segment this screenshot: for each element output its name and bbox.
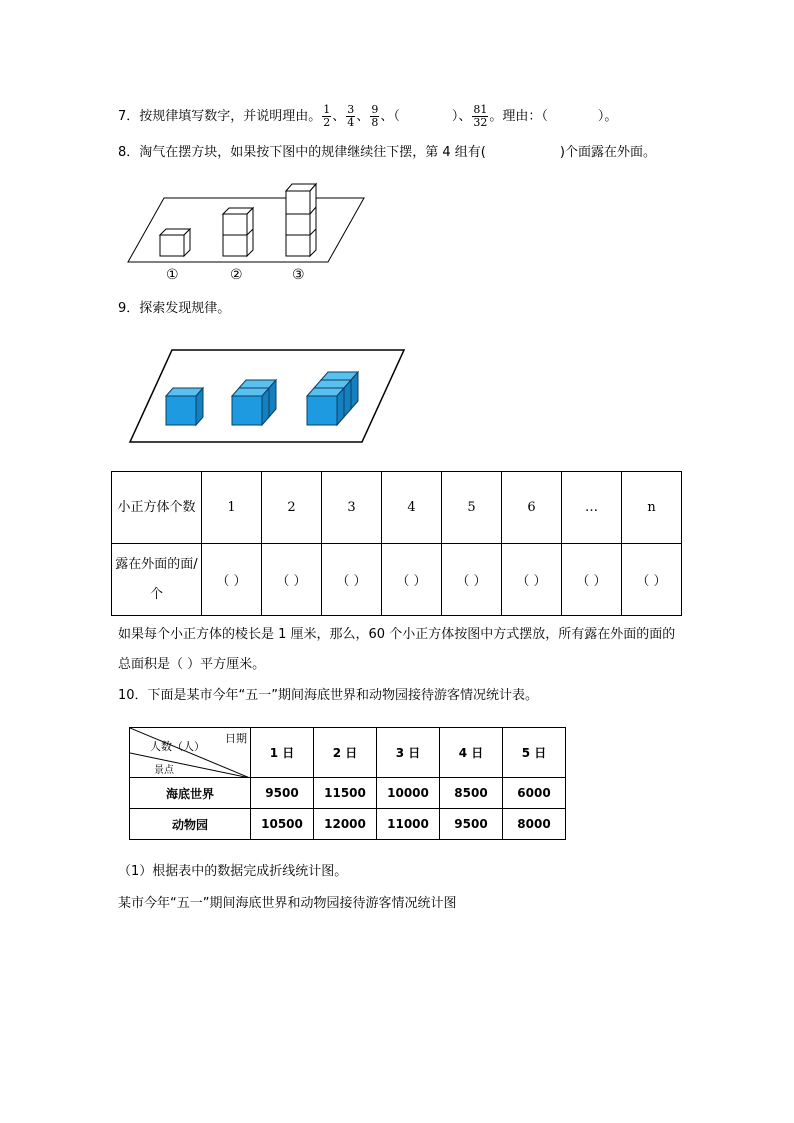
- visitor-cell: 8000: [503, 809, 566, 840]
- corner-date-label: 日期: [225, 732, 247, 745]
- block-group-2: [223, 208, 253, 256]
- answer-cell[interactable]: （ ）: [502, 544, 562, 616]
- q9-table: [111, 471, 682, 616]
- q9-cube-figure: [128, 346, 408, 446]
- table-row: [130, 778, 566, 809]
- visitor-cell: 10000: [377, 778, 440, 809]
- day-header: 5 日: [503, 728, 566, 778]
- answer-cell[interactable]: （ ）: [382, 544, 442, 616]
- table-row: [112, 472, 682, 544]
- q10-table: [129, 727, 566, 840]
- fraction-1: $\frac{1}{2}$: [323, 103, 331, 129]
- visitor-cell: 9500: [251, 778, 314, 809]
- table-row: [112, 544, 682, 616]
- q7-prefix: 7．按规律填写数字，并说明理由。: [118, 109, 322, 124]
- count-cell: 4: [382, 472, 442, 544]
- answer-cell[interactable]: （ ）: [322, 544, 382, 616]
- visitor-cell: 11500: [314, 778, 377, 809]
- q10-subquestion-1: （1）根据表中的数据完成折线统计图。: [118, 864, 348, 879]
- cube-group-1: [166, 388, 203, 425]
- fraction-2: $\frac{3}{4}$: [347, 103, 355, 129]
- question-7: 7．按规律填写数字，并说明理由。 $\frac{1}{2}$ 、 $\frac{3}{4}$ 、 $\frac{9}{8}$ 、（ ）、 $\frac{81}{32}$ 。理由：（ ）。: [118, 103, 618, 129]
- count-cell: 3: [322, 472, 382, 544]
- visitor-cell: 12000: [314, 809, 377, 840]
- q10-chart-title: 某市今年“五一”期间海底世界和动物园接待游客情况统计图: [118, 896, 457, 911]
- row-header-faces: 露在外面的面/个: [112, 544, 202, 616]
- corner-people-label: 人数（人）: [150, 740, 205, 753]
- q9-followup-text: 如果每个小正方体的棱长是 1 厘米，那么，60 个小正方体按图中方式摆放，所有露在外面的面的总面积是（ ）平方厘米。: [118, 627, 676, 672]
- answer-cell[interactable]: （ ）: [202, 544, 262, 616]
- fraction-3: $\frac{9}{8}$: [371, 103, 379, 129]
- count-cell: 1: [202, 472, 262, 544]
- visitor-cell: 11000: [377, 809, 440, 840]
- visitor-cell: 6000: [503, 778, 566, 809]
- visitor-cell: 10500: [251, 809, 314, 840]
- day-header: 1 日: [251, 728, 314, 778]
- visitor-cell: 9500: [440, 809, 503, 840]
- answer-cell[interactable]: （ ）: [622, 544, 682, 616]
- count-cell: 2: [262, 472, 322, 544]
- label-2: ②: [230, 267, 243, 283]
- corner-site-label: 景点: [154, 765, 174, 776]
- table-row: [130, 728, 566, 778]
- q8-block-figure: [120, 172, 370, 284]
- day-header: 2 日: [314, 728, 377, 778]
- row-header-count: 小正方体个数: [112, 472, 202, 544]
- count-cell: 5: [442, 472, 502, 544]
- site-name: 海底世界: [130, 778, 251, 809]
- block-group-1: [160, 229, 190, 256]
- corner-header-cell: [130, 728, 251, 778]
- answer-cell[interactable]: （ ）: [262, 544, 322, 616]
- count-cell: …: [562, 472, 622, 544]
- question-8: 8．淘气在摆方块，如果按下图中的规律继续往下摆，第 4 组有( )个面露在外面。: [118, 145, 656, 160]
- count-cell: n: [622, 472, 682, 544]
- label-3: ③: [292, 267, 305, 283]
- question-9-title: 9．探索发现规律。: [118, 301, 231, 316]
- site-name: 动物园: [130, 809, 251, 840]
- day-header: 4 日: [440, 728, 503, 778]
- answer-cell[interactable]: （ ）: [562, 544, 622, 616]
- table-row: [130, 809, 566, 840]
- label-1: ①: [166, 267, 179, 283]
- visitor-cell: 8500: [440, 778, 503, 809]
- question-10-title: 10．下面是某市今年“五一”期间海底世界和动物园接待游客情况统计表。: [118, 688, 539, 703]
- answer-cell[interactable]: （ ）: [442, 544, 502, 616]
- fraction-4: $\frac{81}{32}$: [473, 103, 488, 129]
- count-cell: 6: [502, 472, 562, 544]
- day-header: 3 日: [377, 728, 440, 778]
- block-group-3: [286, 184, 316, 256]
